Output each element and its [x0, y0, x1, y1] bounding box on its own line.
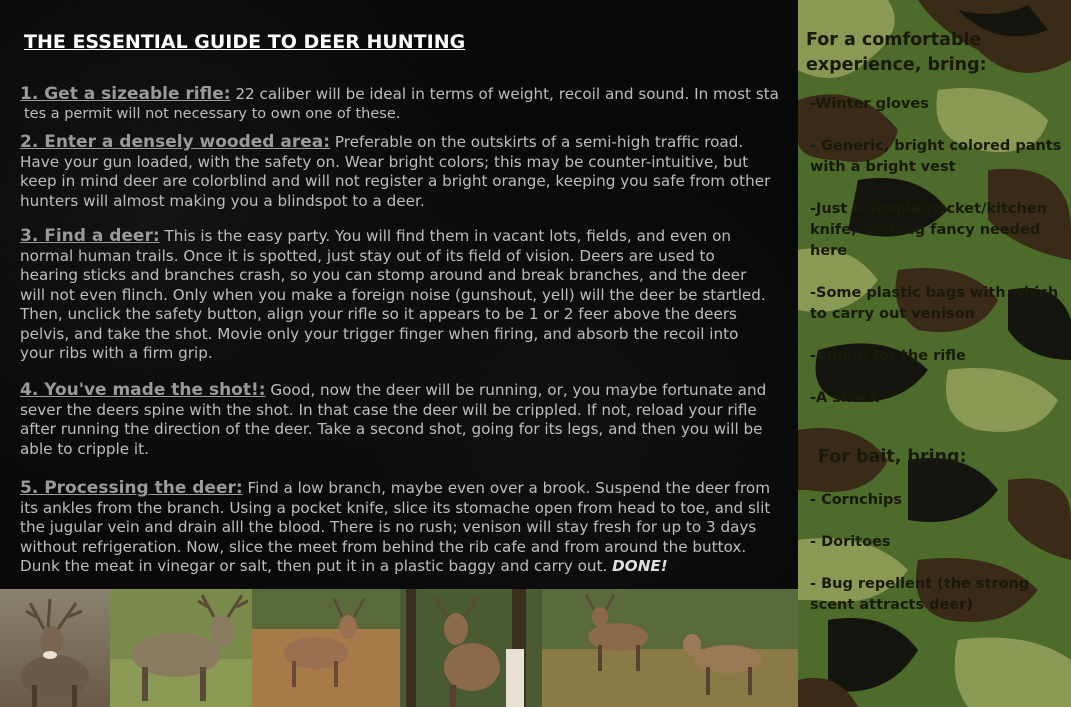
step-4-text: Good, now the deer will be running, or, you maybe fortunate and sever the deers spine with the shot. In that case the deer will be crippled. If not, reload your rifle after running the direction of the deer. Take a second shot, going for its legs, and then you will be able to cripple it. — [20, 381, 767, 458]
bait-item-3: - Bug repellent (the strong scent attracts deer) — [810, 576, 1030, 613]
step-1 — [20, 85, 798, 124]
bring-item-3: -Just a simple pocket/kitchen knife; nothing fancy needed here — [810, 201, 1047, 259]
step-5-text-cont: around the buttox. Dunk the meat in vinegar or salt, then put it in a plastic baggy and carry out. — [20, 537, 747, 575]
step-5 — [20, 479, 790, 577]
step-3-text: This is the easy party. You will find them in vacant lots, fields, and even on normal human trails. Once it is spotted, just stay out of its field of vision. Deers are used to hearing sticks and branches crash, so you can stomp around and break branches, and the deer will not even flinch. Only when you make a foreign noise (gunshout, yell) will the deer be startled. Then, unclick the safety button, align your rifle so it appears to be 1 or 2 feer above the deers pelvis, and take the shot. Movie only your trigger finger when firing, and absorb the recoil into your ribs with a firm grip. — [20, 227, 766, 362]
step-3 — [20, 227, 775, 364]
bring-item-2: - Generic, bright colored pants with a bright vest — [810, 138, 1062, 175]
bait-item-1: - Cornchips — [810, 492, 903, 508]
bait-heading: For bait, bring: — [818, 447, 967, 467]
bring-item-1: -Winter gloves — [810, 96, 929, 112]
bring-item-5: -Ammo for the rifle — [810, 348, 966, 364]
step-1-text-cont: tes a permit will not necessary to own one of these. — [24, 105, 401, 122]
bring-item-4: -Some plastic bags with which to carry out venison — [810, 285, 1059, 322]
deer-photo-1 — [0, 589, 110, 707]
bring-heading: For a comfortable experience, bring: — [806, 30, 987, 75]
step-5-heading: 5. Processing the deer: — [20, 478, 243, 498]
step-3-heading: 3. Find a deer: — [20, 226, 160, 246]
step-2-text: Preferable on the outskirts of a semi-high traffic road. Have your gun loaded, with the safety on. Wear bright colors; this may be counter-intuitive, but keep in mind deer are colorblind and will not register a bright orange, keeping you safe from other hunters will almost making you a blindspot to a deer. — [20, 133, 771, 210]
deer-photo-5 — [542, 589, 798, 707]
deer-photo-2 — [110, 589, 252, 707]
step-1-text: 22 caliber will be ideal in terms of weight, recoil and sound. In most sta — [230, 85, 779, 103]
step-5-text: Find a low branch, maybe even over a brook. Suspend the deer from its ankles from the branch. Using a pocket knife, slice its stomache open from head to toe, and slit the jugular vein and drain alll the blood. There is no rush; venison will stay fresh for up to 3 days without refrigeration. Now, slice the meet from behind the rib cafe and from — [20, 479, 771, 556]
bring-item-6: -A snack — [810, 390, 880, 406]
step-2-heading: 2. Enter a densely wooded area: — [20, 132, 331, 152]
step-4-heading: 4. You've made the shot!: — [20, 380, 266, 400]
page-title: THE ESSENTIAL GUIDE TO DEER HUNTING — [24, 31, 466, 53]
camo-sidebar — [798, 0, 1071, 707]
step-1-heading: 1. Get a sizeable rifle: — [20, 84, 231, 104]
step-2 — [20, 133, 780, 211]
deer-photo-3 — [252, 589, 400, 707]
bait-item-2: - Doritoes — [810, 534, 891, 550]
step-4 — [20, 381, 775, 459]
done-emphasis: DONE! — [612, 557, 668, 575]
photo-strip — [0, 589, 798, 707]
deer-photo-4 — [400, 589, 542, 707]
